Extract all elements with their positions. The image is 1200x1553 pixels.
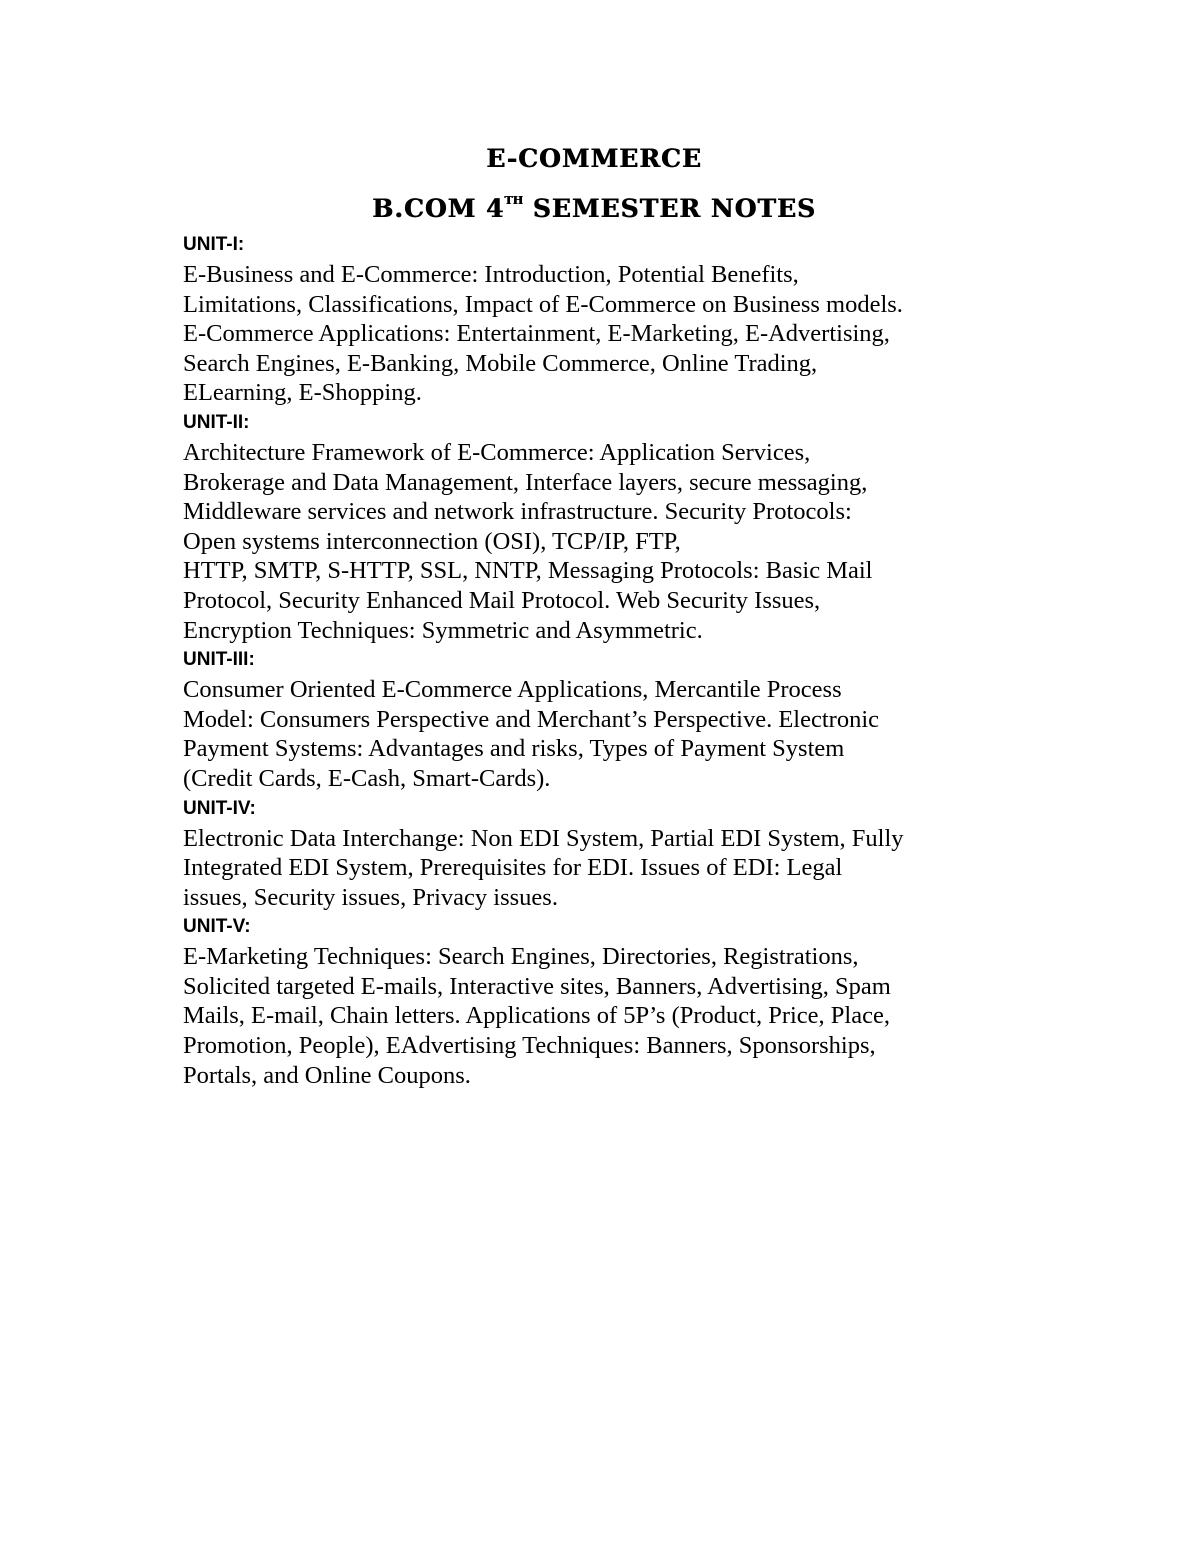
- body-line: Open systems interconnection (OSI), TCP/IP, FTP,: [183, 527, 681, 555]
- unit-heading: UNIT-III:: [183, 649, 255, 671]
- document-subtitle: [174, 180, 1014, 230]
- body-line: Search Engines, E-Banking, Mobile Commerce, Online Trading,: [183, 349, 818, 377]
- body-line: Promotion, People), EAdvertising Techniques: Banners, Sponsorships,: [183, 1032, 876, 1060]
- unit-heading: UNIT-V:: [183, 916, 251, 938]
- body-line: Limitations, Classifications, Impact of E-Commerce on Business models.: [183, 290, 903, 318]
- unit-section-2: [183, 408, 1023, 645]
- unit-body: [183, 260, 1023, 408]
- unit-heading: UNIT-IV:: [183, 797, 256, 819]
- unit-body: [183, 438, 1023, 645]
- body-line: Mails, E-mail, Chain letters. Applications of 5P’s (Product, Price, Place,: [183, 1002, 890, 1030]
- body-line: Solicited targeted E-mails, Interactive sites, Banners, Advertising, Spam: [183, 972, 891, 1000]
- unit-section-5: [183, 912, 1023, 1090]
- body-line: issues, Security issues, Privacy issues.: [183, 883, 558, 911]
- unit-body: [183, 824, 1023, 913]
- subtitle-superscript: TH: [504, 194, 523, 207]
- unit-heading: UNIT-I:: [183, 234, 245, 255]
- body-line: E-Business and E-Commerce: Introduction, Potential Benefits,: [183, 261, 799, 288]
- document-page: [183, 138, 1023, 1090]
- title-block: [174, 138, 1014, 230]
- body-line: Model: Consumers Perspective and Merchant’s Perspective. Electronic: [183, 705, 880, 733]
- body-line: Encryption Techniques: Symmetric and Asymmetric.: [183, 616, 703, 644]
- unit-section-1: [183, 230, 1023, 408]
- body-line: Middleware services and network infrastructure. Security Protocols:: [183, 498, 852, 526]
- subtitle-prefix: B.COM 4: [372, 194, 505, 223]
- body-line: Integrated EDI System, Prerequisites for EDI. Issues of EDI: Legal: [183, 854, 843, 882]
- body-line: (Credit Cards, E-Cash, Smart-Cards).: [183, 764, 551, 792]
- body-line: E-Marketing Techniques: Search Engines, Directories, Registrations,: [183, 943, 859, 971]
- unit-body: [183, 675, 1023, 793]
- unit-section-4: [183, 794, 1023, 913]
- body-line: Protocol, Security Enhanced Mail Protocol. Web Security Issues,: [183, 586, 821, 614]
- body-line: Consumer Oriented E-Commerce Applications, Mercantile Process: [183, 676, 842, 704]
- unit-heading: UNIT-II:: [183, 411, 250, 433]
- body-line: Brokerage and Data Management, Interface layers, secure messaging,: [183, 468, 868, 496]
- subtitle-suffix: SEMESTER NOTES: [522, 194, 816, 223]
- body-line: Portals, and Online Coupons.: [183, 1061, 471, 1089]
- document-title: E-COMMERCE: [486, 144, 702, 173]
- body-line: Payment Systems: Advantages and risks, Types of Payment System: [183, 735, 845, 763]
- unit-body: [183, 942, 1023, 1090]
- body-line: HTTP, SMTP, S-HTTP, SSL, NNTP, Messaging Protocols: Basic Mail: [183, 557, 873, 585]
- body-line: Architecture Framework of E-Commerce: Application Services,: [183, 438, 811, 466]
- body-line: Electronic Data Interchange: Non EDI System, Partial EDI System, Fully: [183, 824, 904, 852]
- unit-section-3: [183, 645, 1023, 793]
- body-line: E-Commerce Applications: Entertainment, E-Marketing, E-Advertising,: [183, 320, 890, 348]
- body-line: ELearning, E-Shopping.: [183, 379, 422, 407]
